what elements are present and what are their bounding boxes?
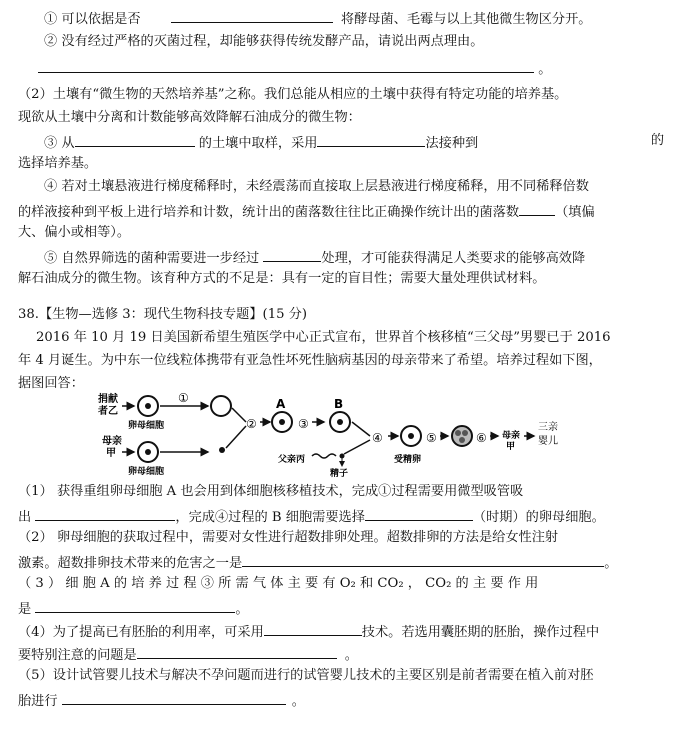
q5-line-2: 解石油成分的微生物。该育种方式的不足是：具有一定的盲目性；需要大量处理供试材料。 <box>18 271 546 286</box>
q1-text-b: 将酵母菌、毛霉与以上其他微生物区分开。 <box>340 12 592 27</box>
q1-line <box>44 8 591 29</box>
q3-cont: 选择培养基。 <box>18 156 98 171</box>
q38-para-1: 2016 年 10 月 19 日美国新希望生殖医学中心正式宣布，世界首个核移植“三父母”男婴已于 2016 <box>36 330 611 345</box>
step3-label: ③ <box>298 417 309 431</box>
step1-label: ① <box>178 392 189 405</box>
baby-label-2: 婴儿 <box>538 436 558 447</box>
answer-blank-1[interactable] <box>171 8 333 23</box>
sub1-line: （1） 获得重组卵母细胞 A 也会用到体细胞核移植技术，完成①过程需要用微型吸管吸 <box>18 484 524 499</box>
fertilize-line-top <box>352 422 370 436</box>
answer-blank-2[interactable] <box>38 58 534 73</box>
sperm-shape <box>312 454 336 458</box>
donor-label-1: 捐献 <box>98 394 118 405</box>
sub5-text-b: 胎进行 <box>18 694 58 709</box>
sub3-text-c: 。 <box>235 602 249 617</box>
sub3-text-b: 是 <box>18 602 32 617</box>
q1-text-a: ① 可以依据是否 <box>44 12 141 27</box>
sub4-text-c: 要特别注意的问题是 <box>18 648 137 663</box>
fertilize-line-bottom <box>344 440 370 454</box>
oocyte-label-1: 卵母细胞 <box>128 421 165 431</box>
part2-title: （2）土壤有“微生物的天然培养基”之称。我们总能从相应的土壤中获得有特定功能的培养基。 <box>18 87 568 102</box>
baby-label-1: 三亲 <box>538 422 558 433</box>
q2-answer-line <box>38 58 551 79</box>
q38-title: 38.【生物—选修 3：现代生物科技专题】(15 分) <box>18 307 308 322</box>
zygote-label: 受精卵 <box>394 455 422 465</box>
sub4-line <box>18 621 599 642</box>
q5-line <box>44 247 585 268</box>
q38-para-2: 年 4 月诞生。为中东一位线粒体携带有亚急性坏死性脑病基因的母亲带来了希望。培养过程如下图， <box>18 353 602 368</box>
answer-blank-10[interactable] <box>35 598 235 613</box>
answer-blank-7[interactable] <box>35 506 175 521</box>
sub5-text-c: 。 <box>291 694 305 709</box>
sub3-line: （ 3 ） 细 胞 A 的 培 养 过 程 ③ 所 需 气 体 主 要 有 O₂ 和 CO₂ ， CO₂ 的 主 要 作 用 <box>18 576 539 591</box>
oocyte-label-2: 卵母细胞 <box>128 467 165 477</box>
embryo-blastomere-2 <box>462 430 468 436</box>
q3-text-d: 的 <box>650 133 664 148</box>
sub1-line-2 <box>18 506 605 527</box>
sub4-text-b: 技术。若选用囊胚期的胚胎，操作过程中 <box>361 625 600 640</box>
sub2-line-2 <box>18 552 617 573</box>
q4-line-2 <box>18 201 595 222</box>
q3-text-a: ③ 从 <box>44 136 75 151</box>
answer-blank-8[interactable] <box>365 506 473 521</box>
sub4-line-2 <box>18 644 358 665</box>
sub3-line-2 <box>18 598 249 619</box>
answer-blank-12[interactable] <box>137 644 337 659</box>
answer-blank-13[interactable] <box>62 690 286 705</box>
q4-text-b: 的样液接种到平板上进行培养和计数，统计出的菌落数往往比正确操作统计出的菌落数 <box>18 205 520 220</box>
q3-line <box>44 132 664 153</box>
sub2-text-b: 激素。超数排卵技术带来的危害之一是 <box>18 556 243 571</box>
q2-text: ② 没有经过严格的灭菌过程，却能够获得传统发酵产品，请说出两点理由。 <box>44 34 484 49</box>
sub4-text-d: 。 <box>344 648 358 663</box>
donor-label-2: 者乙 <box>98 406 118 417</box>
oocyte-mother-nucleus <box>145 449 151 455</box>
mother-label-1: 母亲 <box>102 436 122 447</box>
q2-line <box>44 33 483 51</box>
sub1-text-b: 出 <box>18 510 32 525</box>
cell-a-nucleus <box>279 419 285 425</box>
merge-line-bottom <box>226 426 246 448</box>
answer-blank-11[interactable] <box>264 621 362 636</box>
answer-blank-6[interactable] <box>263 247 321 262</box>
sub5-line-2 <box>18 690 305 711</box>
culture-process-diagram <box>98 392 568 478</box>
sub5-line: （5）设计试管婴儿技术与解决不孕问题而进行的试管婴儿技术的主要区别是前者需要在植入前对胚 <box>18 668 594 683</box>
q3-text-b: 的土壤中取样，采用 <box>198 136 318 151</box>
q4-line: ④ 若对土壤悬液进行梯度稀释时，未经震荡而直接取上层悬液进行梯度稀释，用不同稀释倍数 <box>44 179 589 194</box>
q4-line-3: 大、偏小或相等）。 <box>18 225 131 240</box>
q5-text-b: 处理，才可能获得满足人类要求的能够高效降 <box>321 251 586 266</box>
nucleus-transfer <box>219 447 225 453</box>
zygote-nucleus <box>408 433 414 439</box>
label-a: A <box>276 397 286 411</box>
sub1-text-d: （时期）的卵母细胞。 <box>472 510 605 525</box>
father-label: 父亲丙 <box>278 455 306 465</box>
step4-label: ④ <box>372 431 383 445</box>
oocyte-donor-nucleus <box>145 403 151 409</box>
sub4-text-a: （4）为了提高已有胚胎的利用率，可采用 <box>18 625 264 640</box>
embryo-blastomere-1 <box>455 430 461 436</box>
label-b: B <box>334 397 344 411</box>
part2-intro: 现欲从土壤中分离和计数能够高效降解石油成分的微生物： <box>18 110 361 125</box>
sub2-line: （2） 卵母细胞的获取过程中，需要对女性进行超数排卵处理。超数排卵的方法是给女性注射 <box>18 530 559 545</box>
answer-blank-5[interactable] <box>519 201 555 216</box>
sub1-text-c: ，完成④过程的 B 细胞需要选择 <box>175 510 365 525</box>
q5-text-a: ⑤ 自然界筛选的菌种需要进一步经过 <box>44 251 260 266</box>
step2-label: ② <box>246 417 257 431</box>
sperm-head <box>340 454 345 459</box>
answer-blank-9[interactable] <box>242 552 604 567</box>
cell-b-nucleus <box>337 419 343 425</box>
q4-text-c: （填偏 <box>555 205 595 220</box>
q2-end: 。 <box>538 62 552 77</box>
mother2-label-2: 甲 <box>506 442 516 452</box>
sub2-text-c: 。 <box>604 556 618 571</box>
mother-label-2: 甲 <box>106 448 116 459</box>
enucleated-oocyte <box>211 396 231 416</box>
step6-label: ⑥ <box>476 431 487 445</box>
embryo-blastomere-3 <box>459 437 465 443</box>
merge-line-top <box>232 408 246 422</box>
mother2-label-1: 母亲 <box>502 431 521 441</box>
answer-blank-4[interactable] <box>317 132 425 147</box>
q3-text-c: 法接种到 <box>425 136 479 151</box>
answer-blank-3[interactable] <box>75 132 195 147</box>
sperm-label: 精子 <box>330 469 349 478</box>
q38-para-3: 据图回答： <box>18 376 84 391</box>
step5-label: ⑤ <box>426 431 437 445</box>
